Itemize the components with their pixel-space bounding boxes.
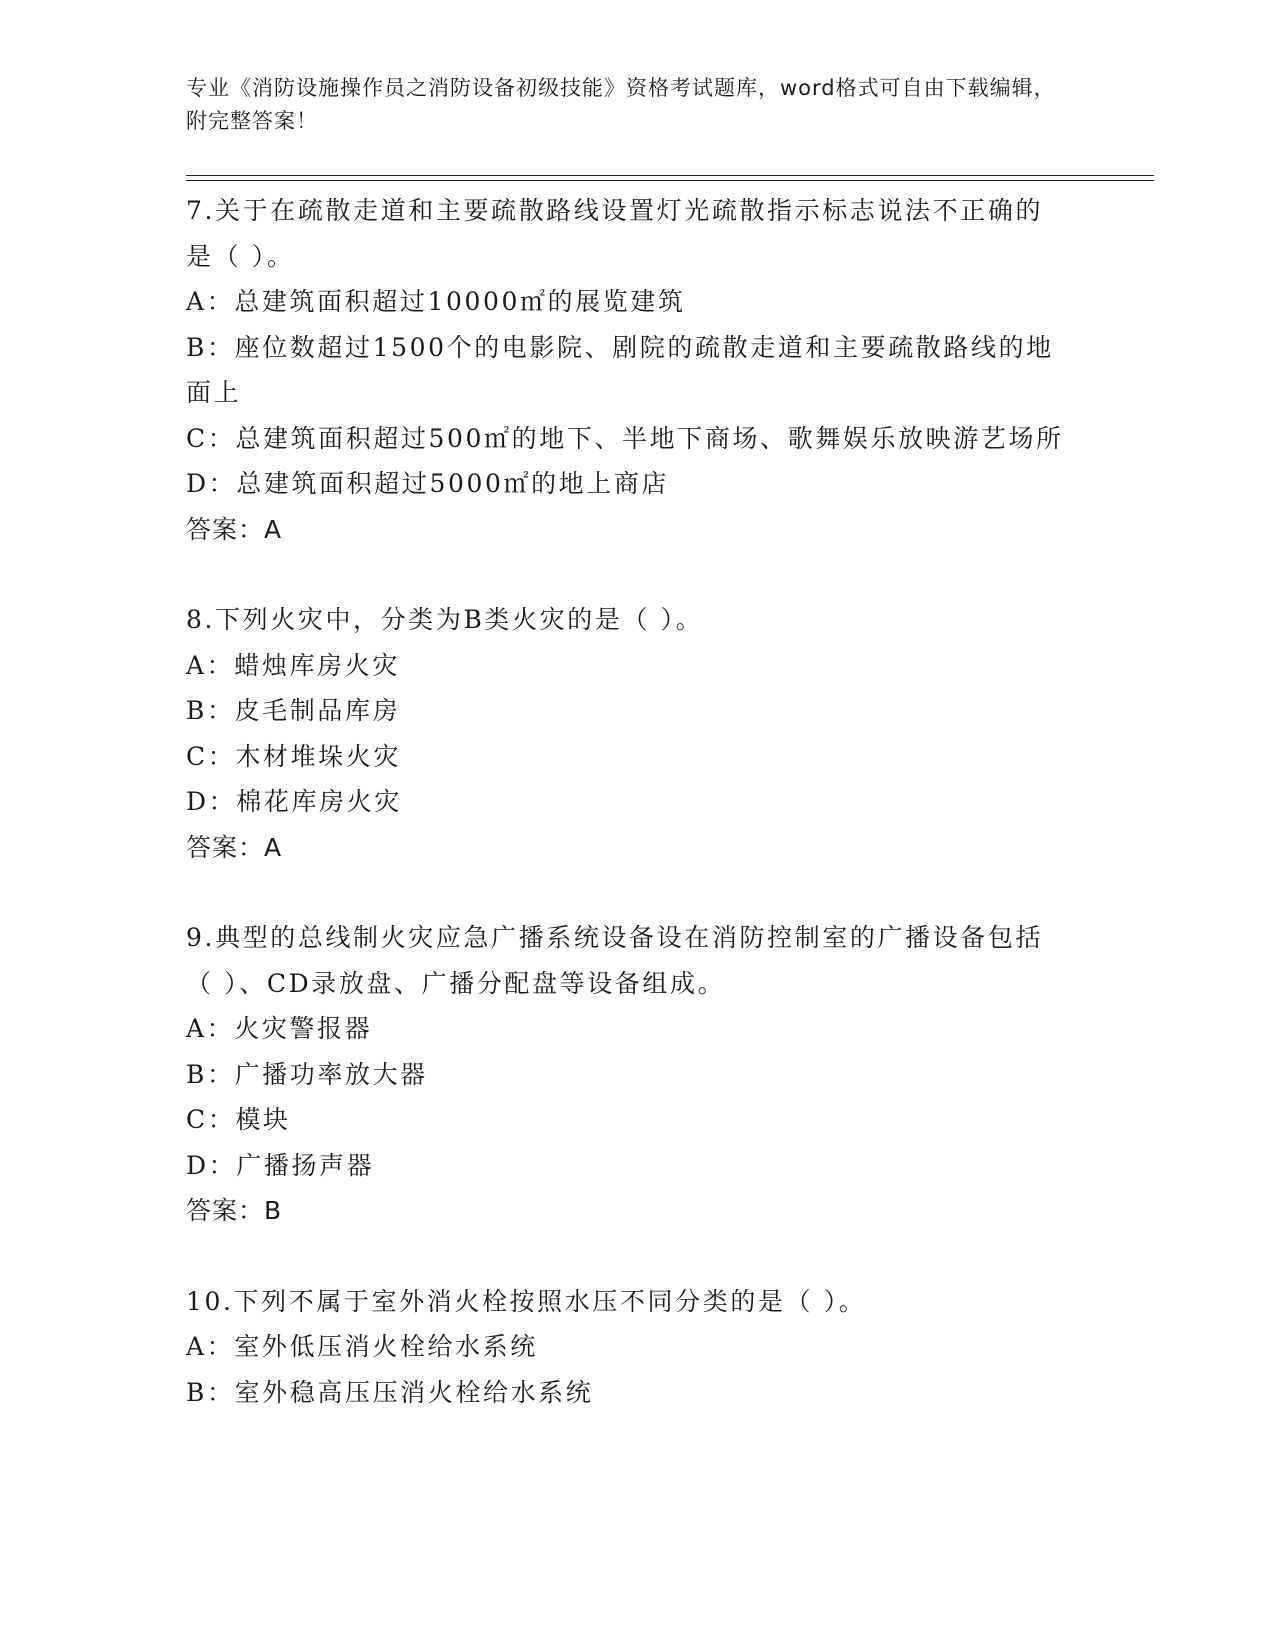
option-b: B：室外稳高压压消火栓给水系统 xyxy=(186,1377,594,1407)
option-c: C：总建筑面积超过500㎡的地下、半地下商场、歌舞娱乐放映游艺场所 xyxy=(186,423,1064,453)
answer-label: 答案：A xyxy=(186,514,283,544)
option-d: D：总建筑面积超过5000㎡的地上商店 xyxy=(186,469,670,498)
option-a: A：蜡烛库房火灾 xyxy=(186,650,400,680)
option-a: A：火灾警报器 xyxy=(186,1014,373,1043)
question-9 xyxy=(186,915,1066,1234)
option-a: A：总建筑面积超过10000㎡的展览建筑 xyxy=(186,287,686,316)
option-b: B：广播功率放大器 xyxy=(186,1059,428,1089)
question-10 xyxy=(186,1279,1066,1416)
question-text: 10.下列不属于室外消火栓按照水压不同分类的是（ ）。 xyxy=(186,1286,867,1316)
question-text: 7.关于在疏散走道和主要疏散路线设置灯光疏散指示标志说法不正确的是（ ）。 xyxy=(186,196,1044,271)
question-7 xyxy=(186,188,1066,552)
option-b: B：座位数超过1500个的电影院、剧院的疏散走道和主要疏散路线的地面上 xyxy=(186,332,1054,407)
header-divider-top xyxy=(186,175,1154,176)
document-header xyxy=(186,72,1066,138)
question-text: 8.下列火灾中，分类为B类火灾的是（ ）。 xyxy=(186,605,704,634)
header-divider-bottom xyxy=(186,180,1154,181)
option-d: D：广播扬声器 xyxy=(186,1150,375,1180)
option-c: C：木材堆垛火灾 xyxy=(186,741,401,771)
question-text: 9.典型的总线制火灾应急广播系统设备设在消防控制室的广播设备包括（ ）、CD录放盘、广播分配盘等设备组成。 xyxy=(186,923,1044,998)
option-a: A：室外低压消火栓给水系统 xyxy=(186,1332,538,1361)
question-list xyxy=(186,188,1066,1460)
header-description: 专业《消防设施操作员之消防设备初级技能》资格考试题库，word格式可自由下载编辑，附完整答案！ xyxy=(186,76,1056,133)
option-c: C：模块 xyxy=(186,1105,291,1134)
option-d: D：棉花库房火灾 xyxy=(186,787,402,816)
answer-label: 答案：B xyxy=(186,1196,283,1225)
answer-label: 答案：A xyxy=(186,832,283,862)
question-8 xyxy=(186,597,1066,870)
option-b: B：皮毛制品库房 xyxy=(186,696,401,725)
